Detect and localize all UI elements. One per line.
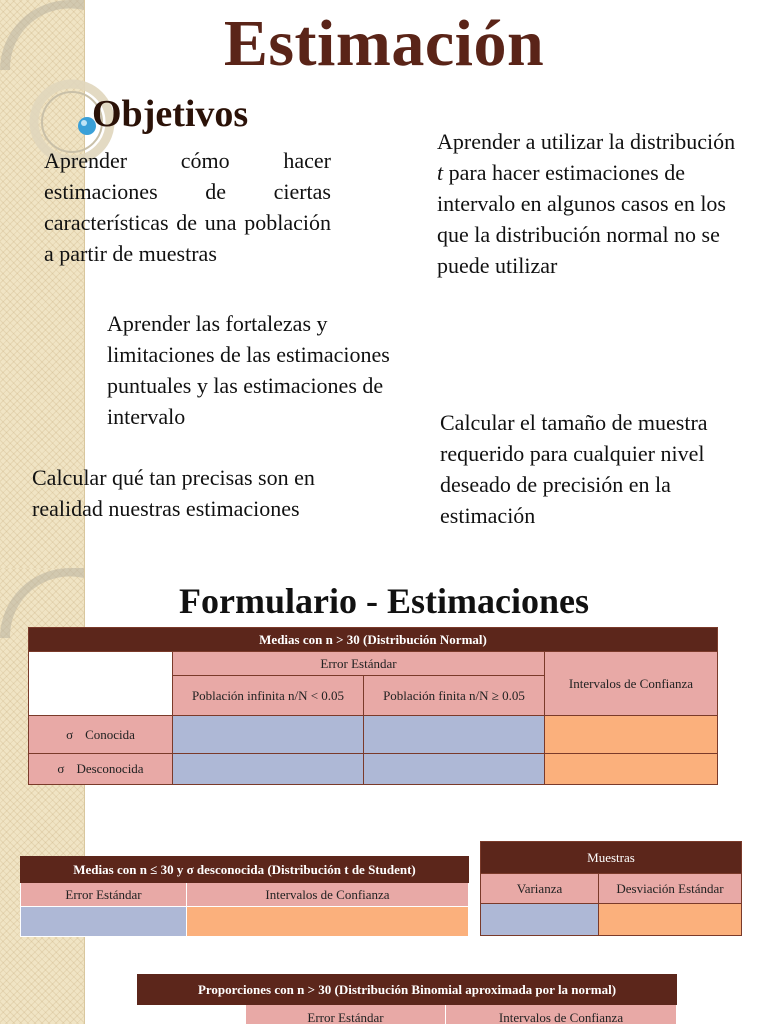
conocida-label: Conocida bbox=[85, 726, 135, 742]
slide-formulario bbox=[0, 568, 768, 1024]
formula-cell bbox=[21, 907, 187, 937]
objective-2-text-a: Aprender a utilizar la distribución bbox=[437, 129, 736, 154]
desviacion-header: Desviación Estándar bbox=[599, 874, 742, 904]
table-header: Muestras bbox=[481, 842, 742, 874]
formula-cell bbox=[187, 907, 469, 937]
formula-cell bbox=[173, 716, 364, 754]
objectives-heading: Objetivos bbox=[92, 93, 249, 135]
table-header: Medias con n ≤ 30 y σ desconocida (Distribución t de Student) bbox=[21, 857, 469, 883]
table-header: Proporciones con n > 30 (Distribución Binomial aproximada por la normal) bbox=[138, 975, 677, 1005]
formula-cell bbox=[481, 904, 599, 936]
table-muestras bbox=[480, 841, 742, 936]
error-estandar-header: Error Estándar bbox=[246, 1005, 446, 1024]
objective-2-text-b: para hacer estimaciones de intervalo en algunos casos en los que la distribución normal no se puede utilizar bbox=[437, 160, 726, 278]
formula-cell bbox=[173, 754, 364, 785]
formula-cell bbox=[364, 716, 545, 754]
formulario-title: Formulario - Estimaciones bbox=[179, 581, 589, 621]
formula-cell bbox=[545, 716, 718, 754]
empty-cell bbox=[138, 1005, 246, 1024]
table-header: Medias con n > 30 (Distribución Normal) bbox=[29, 628, 718, 652]
objective-5: Calcular qué tan precisas son en realidad nuestras estimaciones bbox=[32, 465, 315, 521]
formula-cell bbox=[545, 754, 718, 785]
objective-2-italic-t: t bbox=[437, 160, 444, 185]
row-label-desconocida bbox=[29, 754, 173, 785]
intervalos-header: Intervalos de Confianza bbox=[446, 1005, 677, 1024]
poblacion-infinita-header: Población infinita n/N < 0.05 bbox=[173, 676, 364, 716]
error-estandar-header: Error Estándar bbox=[21, 883, 187, 907]
desconocida-label: Desconocida bbox=[76, 761, 144, 776]
formula-cell bbox=[364, 754, 545, 785]
empty-cell bbox=[29, 652, 173, 716]
formula-cell bbox=[599, 904, 742, 936]
intervalos-header: Intervalos de Confianza bbox=[187, 883, 469, 907]
page-title: Estimación bbox=[223, 7, 545, 80]
objective-3: Aprender las fortalezas y limitaciones de las estimaciones puntuales y las estimaciones de intervalo bbox=[107, 311, 390, 429]
table-medias-normal bbox=[28, 627, 718, 785]
intervalos-header: Intervalos de Confianza bbox=[545, 652, 718, 716]
error-estandar-header: Error Estándar bbox=[173, 652, 545, 676]
sigma-symbol: σ bbox=[57, 761, 65, 776]
table-medias-student bbox=[20, 856, 469, 937]
table-proporciones bbox=[137, 974, 677, 1024]
poblacion-finita-header: Población finita n/N ≥ 0.05 bbox=[364, 676, 545, 716]
row-label-conocida bbox=[29, 716, 173, 754]
varianza-header: Varianza bbox=[481, 874, 599, 904]
objective-2 bbox=[437, 126, 742, 281]
objective-4: Calcular el tamaño de muestra requerido para cualquier nivel deseado de precisión en la estimación bbox=[440, 410, 708, 528]
sigma-symbol: σ bbox=[66, 726, 74, 742]
objective-1: Aprender cómo hacer estimaciones de ciertas características de una población a partir de muestras bbox=[44, 148, 331, 266]
